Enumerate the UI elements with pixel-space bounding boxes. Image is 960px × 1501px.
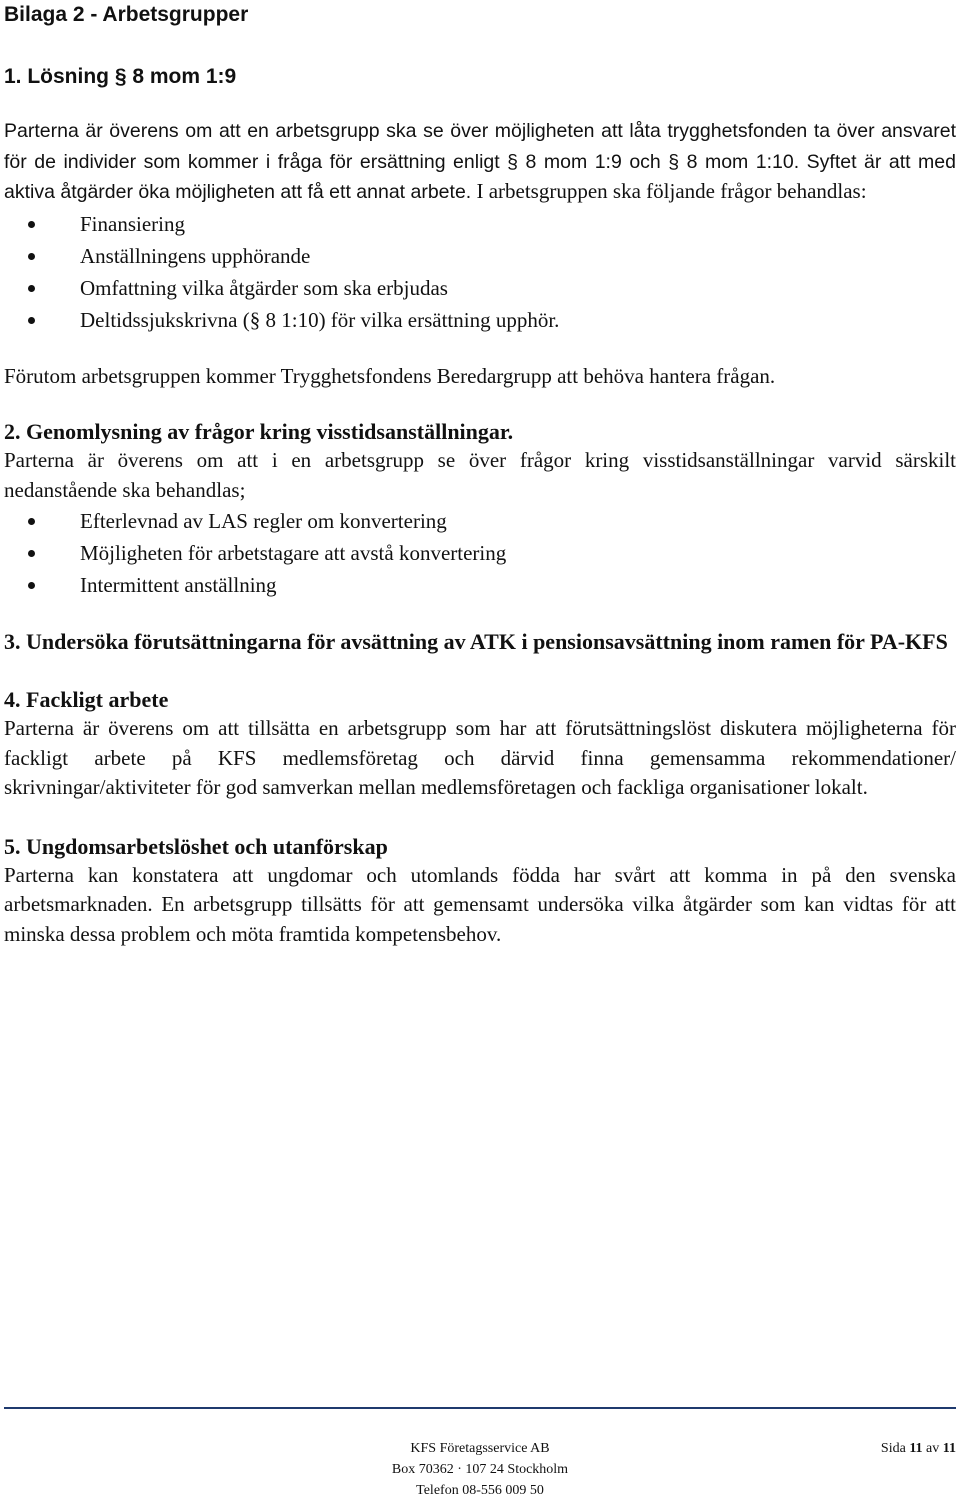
page-number xyxy=(881,1438,956,1459)
list-item-text: Intermittent anställning xyxy=(80,573,277,597)
section-1-note: Förutom arbetsgruppen kommer Trygghetsfondens Beredargrupp att behöva hantera frågan. xyxy=(4,363,776,388)
list-item xyxy=(4,208,956,240)
section-4-heading: 4. Fackligt arbete xyxy=(4,687,169,712)
list-item-text: Efterlevnad av LAS regler om konvertering xyxy=(80,509,447,533)
bullet-icon xyxy=(28,317,35,324)
footer-phone: Telefon 08-556 009 50 xyxy=(416,1483,544,1498)
bullet-icon xyxy=(28,550,35,557)
document-page xyxy=(4,0,956,949)
section-4-paragraph: Parterna är överens om att tillsätta en arbetsgrupp som har att förutsättningslöst diskutera möjligheterna för fackligt arbete på KFS medlemsföretag och därvid finna gemensamma rekommendationer/ skrivningar/aktiviteter för god samverkan mellan medlemsföretagen och fackliga organisationer lokalt. xyxy=(4,716,956,799)
section-1-heading: 1. Lösning § 8 mom 1:9 xyxy=(4,65,237,88)
page-number-total: 11 xyxy=(942,1441,956,1456)
list-item xyxy=(4,304,956,336)
section-1-paragraph-tail: I arbetsgruppen ska följande frågor behandlas: xyxy=(471,179,867,203)
section-2-paragraph: Parterna är överens om att i en arbetsgrupp se över frågor kring visstidsanställningar varvid särskilt nedanstående ska behandlas; xyxy=(4,448,956,502)
footer-company: KFS Företagsservice AB xyxy=(410,1441,550,1456)
section-5-heading: 5. Ungdomsarbetslöshet och utanförskap xyxy=(4,833,388,859)
bullet-icon xyxy=(28,582,35,589)
page-number-of: av xyxy=(926,1441,940,1456)
document-title: Bilaga 2 - Arbetsgrupper xyxy=(4,3,249,26)
footer-address-block xyxy=(380,1438,580,1501)
bullet-icon xyxy=(28,285,35,292)
footer-address: Box 70362 · 107 24 Stockholm xyxy=(391,1462,569,1477)
section-1-paragraph-main: Parterna är överens om att en arbetsgrupp ska se över möjligheten att låta trygghetsfonden ta över ansvaret för de individer som kommer i fråga för ersättning enligt § 8 mom 1:9 och § 8 mom 1:10. Syftet är att med aktiva åtgärder öka möjligheten att få ett annat arbete. xyxy=(4,120,956,203)
bullet-icon xyxy=(28,518,35,525)
section-2-bullet-list xyxy=(4,505,956,601)
list-item xyxy=(4,240,956,272)
section-1-bullet-list xyxy=(4,208,956,336)
list-item xyxy=(4,272,956,304)
list-item-text: Deltidssjukskrivna (§ 8 1:10) för vilka ersättning upphör. xyxy=(80,307,560,332)
list-item-text: Anställningens upphörande xyxy=(80,243,311,268)
page-number-prefix: Sida xyxy=(880,1441,906,1456)
list-item xyxy=(4,537,956,569)
bullet-icon xyxy=(28,221,35,228)
bullet-icon xyxy=(28,253,35,260)
list-item-text: Omfattning vilka åtgärder som ska erbjudas xyxy=(80,275,448,300)
list-item-text: Finansiering xyxy=(80,211,185,236)
section-2-heading: 2. Genomlysning av frågor kring visstidsanställningar. xyxy=(4,419,514,444)
section-5-paragraph: Parterna kan konstatera att ungdomar och utomlands födda har svårt att komma in på den svenska arbetsmarknaden. En arbetsgrupp tillsätts för att gemensamt undersöka vilka åtgärder som kan vidtas för att minska dessa problem och möta framtida kompetensbehov. xyxy=(4,862,956,946)
section-3-heading: 3. Undersöka förutsättningarna för avsättning av ATK i pensionsavsättning inom ramen för PA-KFS xyxy=(4,629,948,654)
page-number-current: 11 xyxy=(909,1441,923,1456)
section-1-paragraph xyxy=(4,116,956,208)
list-item-text: Möjligheten för arbetstagare att avstå konvertering xyxy=(80,541,507,565)
footer-divider xyxy=(4,1407,956,1409)
list-item xyxy=(4,569,956,601)
list-item xyxy=(4,505,956,537)
